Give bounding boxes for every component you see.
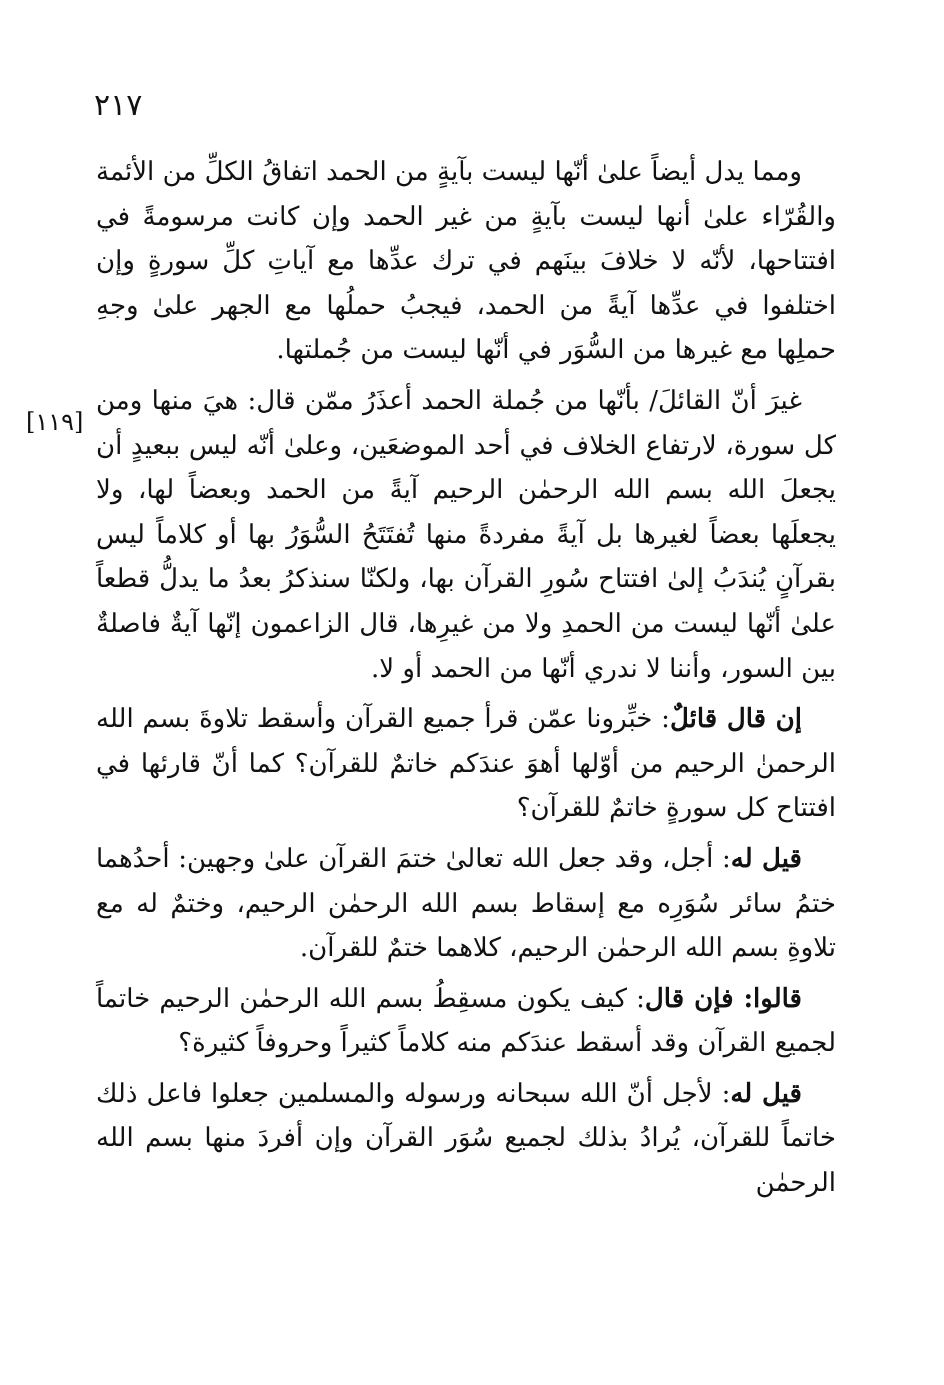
paragraph-6 [96,1072,836,1206]
paragraph-lead: قيل له [730,1078,802,1109]
paragraph-text: ومما يدل أيضاً علىٰ أنّها ليست بآيةٍ من الحمد اتفاقُ الكلِّ من الأئمة والقُرّاء علىٰ أنها ليست بآيةٍ من غير الحمد وإن كانت مرسومةً في افتتاحها، لأنّه لا خلافَ بينَهم في ترك عدِّها مع آياتِ كلِّ سورةٍ وإن اختلفوا في عدِّها آيةً من الحمد، فيجبُ حملُها مع الجهر علىٰ وجهِ حملِها مع غيرها من السُّوَر في أنّها ليست من جُملتها. [96,157,836,366]
page-number: ٢١٧ [94,88,143,123]
paragraph-text: : لأجل أنّ الله سبحانه ورسوله والمسلمين جعلوا فاعل ذلك خاتماً للقرآن، يُرادُ بذلك لجميع سُوَر القرآن وإن أفردَ منها بسم الله الرحمٰن [96,1078,836,1199]
paragraph-text: : خبِّرونا عمّن قرأ جميع القرآن وأسقط تلاوةَ بسم الله الرحمنٰ الرحيم من أوّلها أهوَ عندَكم خاتمٌ للقرآن؟ كما أنّ قارئها في افتتاح كل سورةٍ خاتمٌ للقرآن؟ [96,704,836,824]
paragraph-text: غيرَ أنّ القائلَ/ بأنّها من جُملة الحمد أعذَرُ ممّن قال: هيَ منها ومن كل سورة، لارتفاع الخلاف في أحد الموضعَين، وعلىٰ أنّه ليس ببعيدٍ أن يجعلَ الله بسم الله الرحمٰن الرحيم آيةً من الحمد وبعضاً لها، ولا يجعلَها بعضاً لغيرها بل آيةً مفردةً منها تُفتَتَحُ السُّوَرُ بها أو كلاماً ليس بقرآنٍ يُندَبُ إلىٰ افتتاح سُورِ القرآن بها، ولكنّا سنذكرُ بعدُ ما يدلُّ قطعاً علىٰ أنّها ليست من الحمدِ ولا من غيرِها، قال الزاعمون إنّها آيةٌ فاصلةٌ بين السور، وأننا لا ندري أنّها من الحمد أو لا. [96,385,837,684]
paragraph-4 [96,837,836,971]
paragraph-text: : كيف يكون مسقِطُ بسم الله الرحمٰن الرحيم خاتماً لجميع القرآن وقد أسقط عندَكم منه كلاماً كثيراً وحروفاً كثيرة؟ [96,983,836,1059]
paragraph-1 [96,150,836,373]
paragraph-2 [96,379,836,691]
margin-reference: [١١٩] [26,408,84,436]
body-text [96,150,836,1212]
paragraph-text: : أجل، وقد جعل الله تعالىٰ ختمَ القرآن علىٰ وجهين: أحدُهما ختمُ سائر سُوَرِه مع إسقاط بسم الله الرحمٰن الرحيم، وختمٌ له مع تلاوةِ بسم الله الرحمٰن الرحيم، كلاهما ختمٌ للقرآن. [96,843,836,964]
paragraph-3 [96,697,836,831]
paragraph-lead: إن قال قائلٌ [669,704,803,735]
paragraph-lead: قالوا: فإن قال [644,983,802,1014]
paragraph-lead: قيل له [730,843,802,874]
paragraph-5 [96,977,836,1066]
